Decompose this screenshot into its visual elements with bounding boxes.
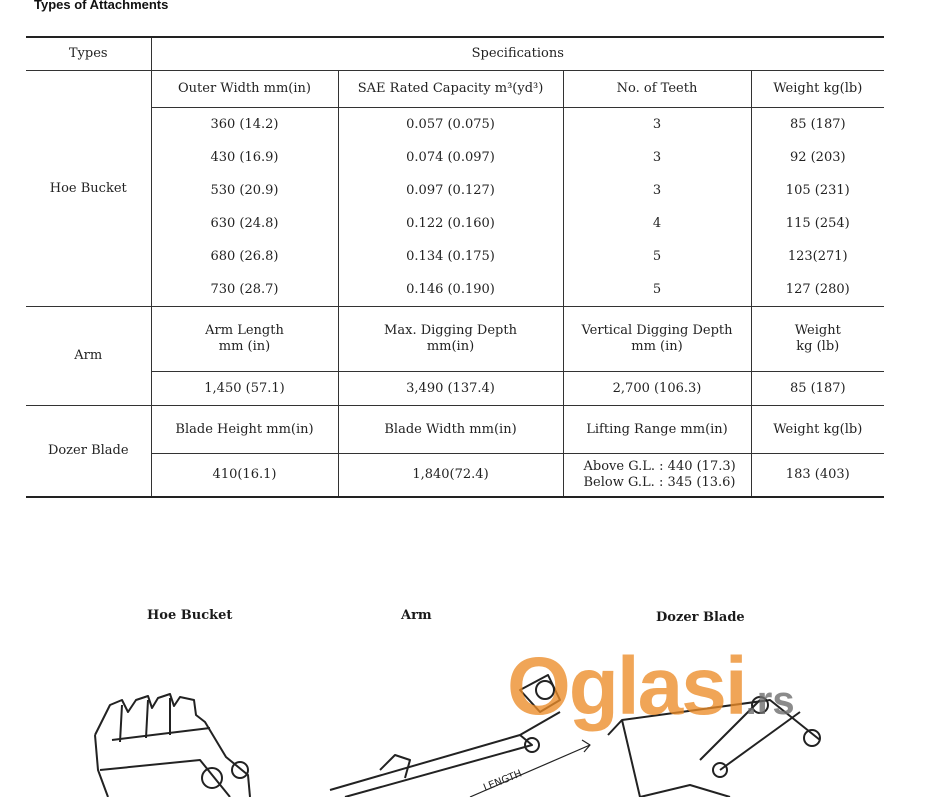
types-header: Types [26,37,151,71]
hoe-bucket-type-label: Hoe Bucket [26,71,151,307]
teeth-cell: 5 [563,240,751,273]
weight-cell: 85 (187) [751,108,884,142]
hoe-bucket-drawing [95,694,250,797]
arm-type-label: Arm [26,307,151,406]
teeth-cell: 3 [563,174,751,207]
blade-height-cell: 410(16.1) [151,454,338,498]
page-heading: Types of Attachments [34,0,169,12]
column-header: Weight kg (lb) [751,307,884,372]
oglasi-watermark-logo: Oglasi.rs [507,641,795,732]
outer-width-cell: 360 (14.2) [151,108,338,142]
column-header: SAE Rated Capacity m³(yd³) [338,71,563,108]
column-header: No. of Teeth [563,71,751,108]
column-header: Blade Height mm(in) [151,406,338,454]
outer-width-cell: 730 (28.7) [151,273,338,307]
weight-cell: 127 (280) [751,273,884,307]
outer-width-cell: 680 (26.8) [151,240,338,273]
column-header: Weight kg(lb) [751,71,884,108]
column-header: Outer Width mm(in) [151,71,338,108]
column-header: Blade Width mm(in) [338,406,563,454]
teeth-cell: 5 [563,273,751,307]
dozer-weight-cell: 183 (403) [751,454,884,498]
column-header: Arm Length mm (in) [151,307,338,372]
weight-cell: 123(271) [751,240,884,273]
capacity-cell: 0.134 (0.175) [338,240,563,273]
arm-length-label: LENGTH [482,768,524,794]
capacity-cell: 0.057 (0.075) [338,108,563,142]
column-header: Max. Digging Depth mm(in) [338,307,563,372]
dozer-blade-caption: Dozer Blade [656,610,745,625]
lift-below: Below G.L. : 345 (13.6) [583,475,736,490]
arm-caption: Arm [401,608,432,623]
outer-width-cell: 530 (20.9) [151,174,338,207]
capacity-cell: 0.122 (0.160) [338,207,563,240]
teeth-cell: 3 [563,108,751,142]
teeth-cell: 3 [563,141,751,174]
capacity-cell: 0.146 (0.190) [338,273,563,307]
column-header: Vertical Digging Depth mm (in) [563,307,751,372]
outer-width-cell: 430 (16.9) [151,141,338,174]
arm-length-cell: 1,450 (57.1) [151,372,338,406]
outer-width-cell: 630 (24.8) [151,207,338,240]
hoe-bucket-caption: Hoe Bucket [147,608,233,623]
blade-width-cell: 1,840(72.4) [338,454,563,498]
capacity-cell: 0.097 (0.127) [338,174,563,207]
vertical-digging-depth-cell: 2,700 (106.3) [563,372,751,406]
lift-above: Above G.L. : 440 (17.3) [583,459,736,474]
column-header: Lifting Range mm(in) [563,406,751,454]
dozer-blade-type-label: Dozer Blade [26,406,151,498]
weight-cell: 92 (203) [751,141,884,174]
teeth-cell: 4 [563,207,751,240]
weight-cell: 115 (254) [751,207,884,240]
arm-weight-cell: 85 (187) [751,372,884,406]
column-header: Weight kg(lb) [751,406,884,454]
max-digging-depth-cell: 3,490 (137.4) [338,372,563,406]
specifications-header: Specifications [151,37,884,71]
capacity-cell: 0.074 (0.097) [338,141,563,174]
weight-cell: 105 (231) [751,174,884,207]
